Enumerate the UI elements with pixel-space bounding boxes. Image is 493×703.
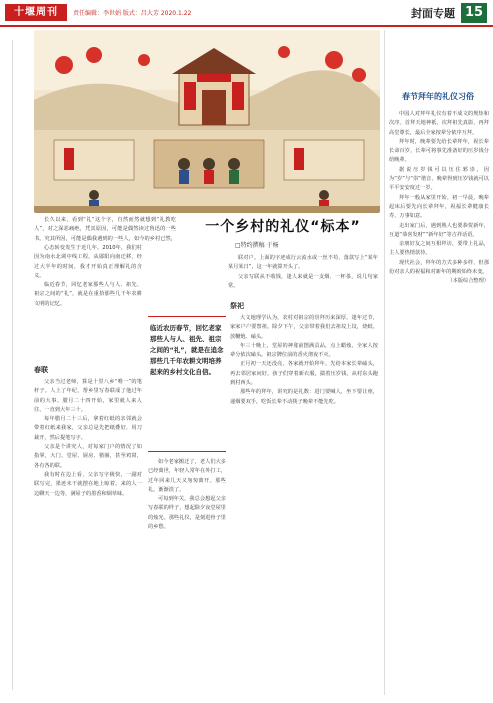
side-decoration	[3, 40, 13, 690]
paragraph: 据说压岁钱可以压住邪祟，因为“岁”与“祟”谐音，晚辈得到压岁钱就可以平平安安度过一岁。	[389, 166, 489, 192]
section-heading-couplets: 春联	[34, 366, 48, 374]
paragraph: 父亲是个讲究人，对每家门户的情况了如指掌，大门、堂屋、厨房、猪圈，甚至鸡窝，各有各的联。	[34, 444, 142, 469]
sidebar-title: 春节拜年的礼仪习俗	[402, 92, 474, 101]
paragraph: 正月初一天还没亮，各家就开始拜年。先给本家长辈磕头，再去邻居家问好。孩子们穿着新衣服，揣着压岁钱，从村东头跑到村西头。	[230, 361, 378, 387]
article-title: 一个乡村的礼仪“标本”	[205, 219, 361, 235]
source-note: （本版综合整理）	[447, 278, 489, 285]
paragraph: 年三十晚上，堂屋的神龛前摆满贡品，点上蜡烛，全家人按辈分依次磕头。祖宗牌位前的香火彻夜不灭。	[230, 342, 378, 359]
paragraph: 如今老家搬迁了，老人们大多已经离世，年轻人常年在外打工，过年回来几天又匆匆离开。那些礼，渐渐淡了。	[148, 459, 226, 493]
paragraph: 可每到年关，我总会想起父亲写春联的样子，想起除夕夜堂屋里的烛光。那些礼仪，是刻进骨子里的乡愁。	[148, 496, 226, 531]
article-byline: □特约撰稿 于杨	[235, 242, 279, 249]
column-2	[230, 298, 378, 695]
paragraph: 亲朋好友之间互相拜访，要带上礼品，主人要热情款待。	[389, 241, 489, 257]
paragraph: 拜年一般从家里开始。初一早晨，晚辈起床后要先向长辈拜年，祝福长辈健康长寿、万事如意。	[389, 194, 489, 220]
paragraph: 走出家门后，遇到熟人也要恭贺新年，互道“恭喜发财”“新年好”等吉祥话语。	[389, 222, 489, 238]
paragraph: 拜年时，晚辈要先给长辈拜年，祝长辈长命百岁，长辈可将事先准备好的压岁钱分给晚辈。	[389, 138, 489, 164]
editor-credits: 责任编辑：李世娟 版式：昌大芳 2020.1.22	[73, 10, 192, 17]
section-heading-sacrifice: 祭祀	[230, 302, 244, 310]
paragraph: 我有时在边上看，父亲写字极快，一副对联写完，墨迹未干就摆在地上晾着。来的人一边聊天一边等，满屋子的墨香和烟草味。	[34, 471, 142, 497]
section-title: 封面专题	[411, 7, 455, 20]
paragraph: 那些年的拜年，讲究的是礼数：进门要喊人，坐下要让座，递烟要双手，吃饭长辈不动筷子晚辈不能先吃。	[230, 389, 378, 405]
intro-column-top	[34, 216, 176, 244]
paragraph: 父亲写联从不收钱，逢人来就是一支烟、一杯茶，说几句家常。	[228, 273, 378, 289]
column-divider	[384, 30, 385, 695]
village-festival-illustration	[34, 30, 380, 213]
newspaper-logo: 十堰周刊	[5, 4, 67, 21]
column-2-top	[228, 254, 378, 294]
pull-quote-text: 临近农历春节，回忆老家那些人与人、祖先、祖宗之间的“礼”，就是在追念那些几千年农耕文明培养起来的乡村文化自信。	[150, 324, 224, 376]
paragraph: 父亲当过老师，算是十里八乡“唯一”的笔杆子。人上了年纪，帮乡里写春联成了他过年前的大事。腊月二十四开始，家里就人来人往，一直到大年三十。	[34, 379, 142, 413]
paragraph: 长久以来，看到“礼”这个字，自然而然就想到“礼教吃人”，对之深恶痛绝，凭其原因，可能是偶然读过鲁迅的一些书。究其所因，可能是偶我遇到的一些人，如今的乡村已然，	[34, 217, 176, 242]
column-1b	[148, 458, 226, 695]
paragraph: 中国人对拜年礼仪有着不成文的规矩和次序。首拜天地神祇，次拜祖先真影，再拜高堂尊长，最后全家按辈分依序互拜。	[389, 111, 489, 136]
paragraph: 临近春节，回忆老家那些人与人、祖先、祖宗之间的“礼”，就是在重拾那些几千年农耕文明的记忆。	[34, 282, 142, 307]
paragraph: 现代社会，拜年的方式多种多样，但那份对亲人的祝福和对新年的期盼始终未变。	[389, 259, 489, 276]
paragraph: 联对户。上面的字迹成行云流水或一丝不苟，落款写上“某年某月某日”，这一年就算开头了。	[228, 255, 378, 271]
page-header	[0, 0, 493, 27]
paragraph: 心态转变发生于近几年。2010年，我们村因为南水北调中线工程，从郧阳向南迁移，经过大半年的时间，我才开始真正理解礼的含义。	[34, 245, 142, 279]
pull-quote	[148, 316, 226, 452]
intro-column	[34, 244, 142, 360]
paragraph: 每年腊月二十三后，拿着红纸的亲邻就会带着红纸来我家，父亲总是先把纸叠好，用刀裁开，然后提笔写字。	[34, 416, 142, 441]
column-1	[34, 362, 142, 695]
sidebar-column	[389, 110, 489, 695]
page-number: 15	[461, 3, 487, 23]
paragraph: 大文地理学认为，农村对祖宗的崇拜历来深厚。逢年过节，家家户户要祭祖。除夕下午，父亲带着我们去祖坟上坟，烧纸、放鞭炮、磕头。	[230, 315, 378, 340]
